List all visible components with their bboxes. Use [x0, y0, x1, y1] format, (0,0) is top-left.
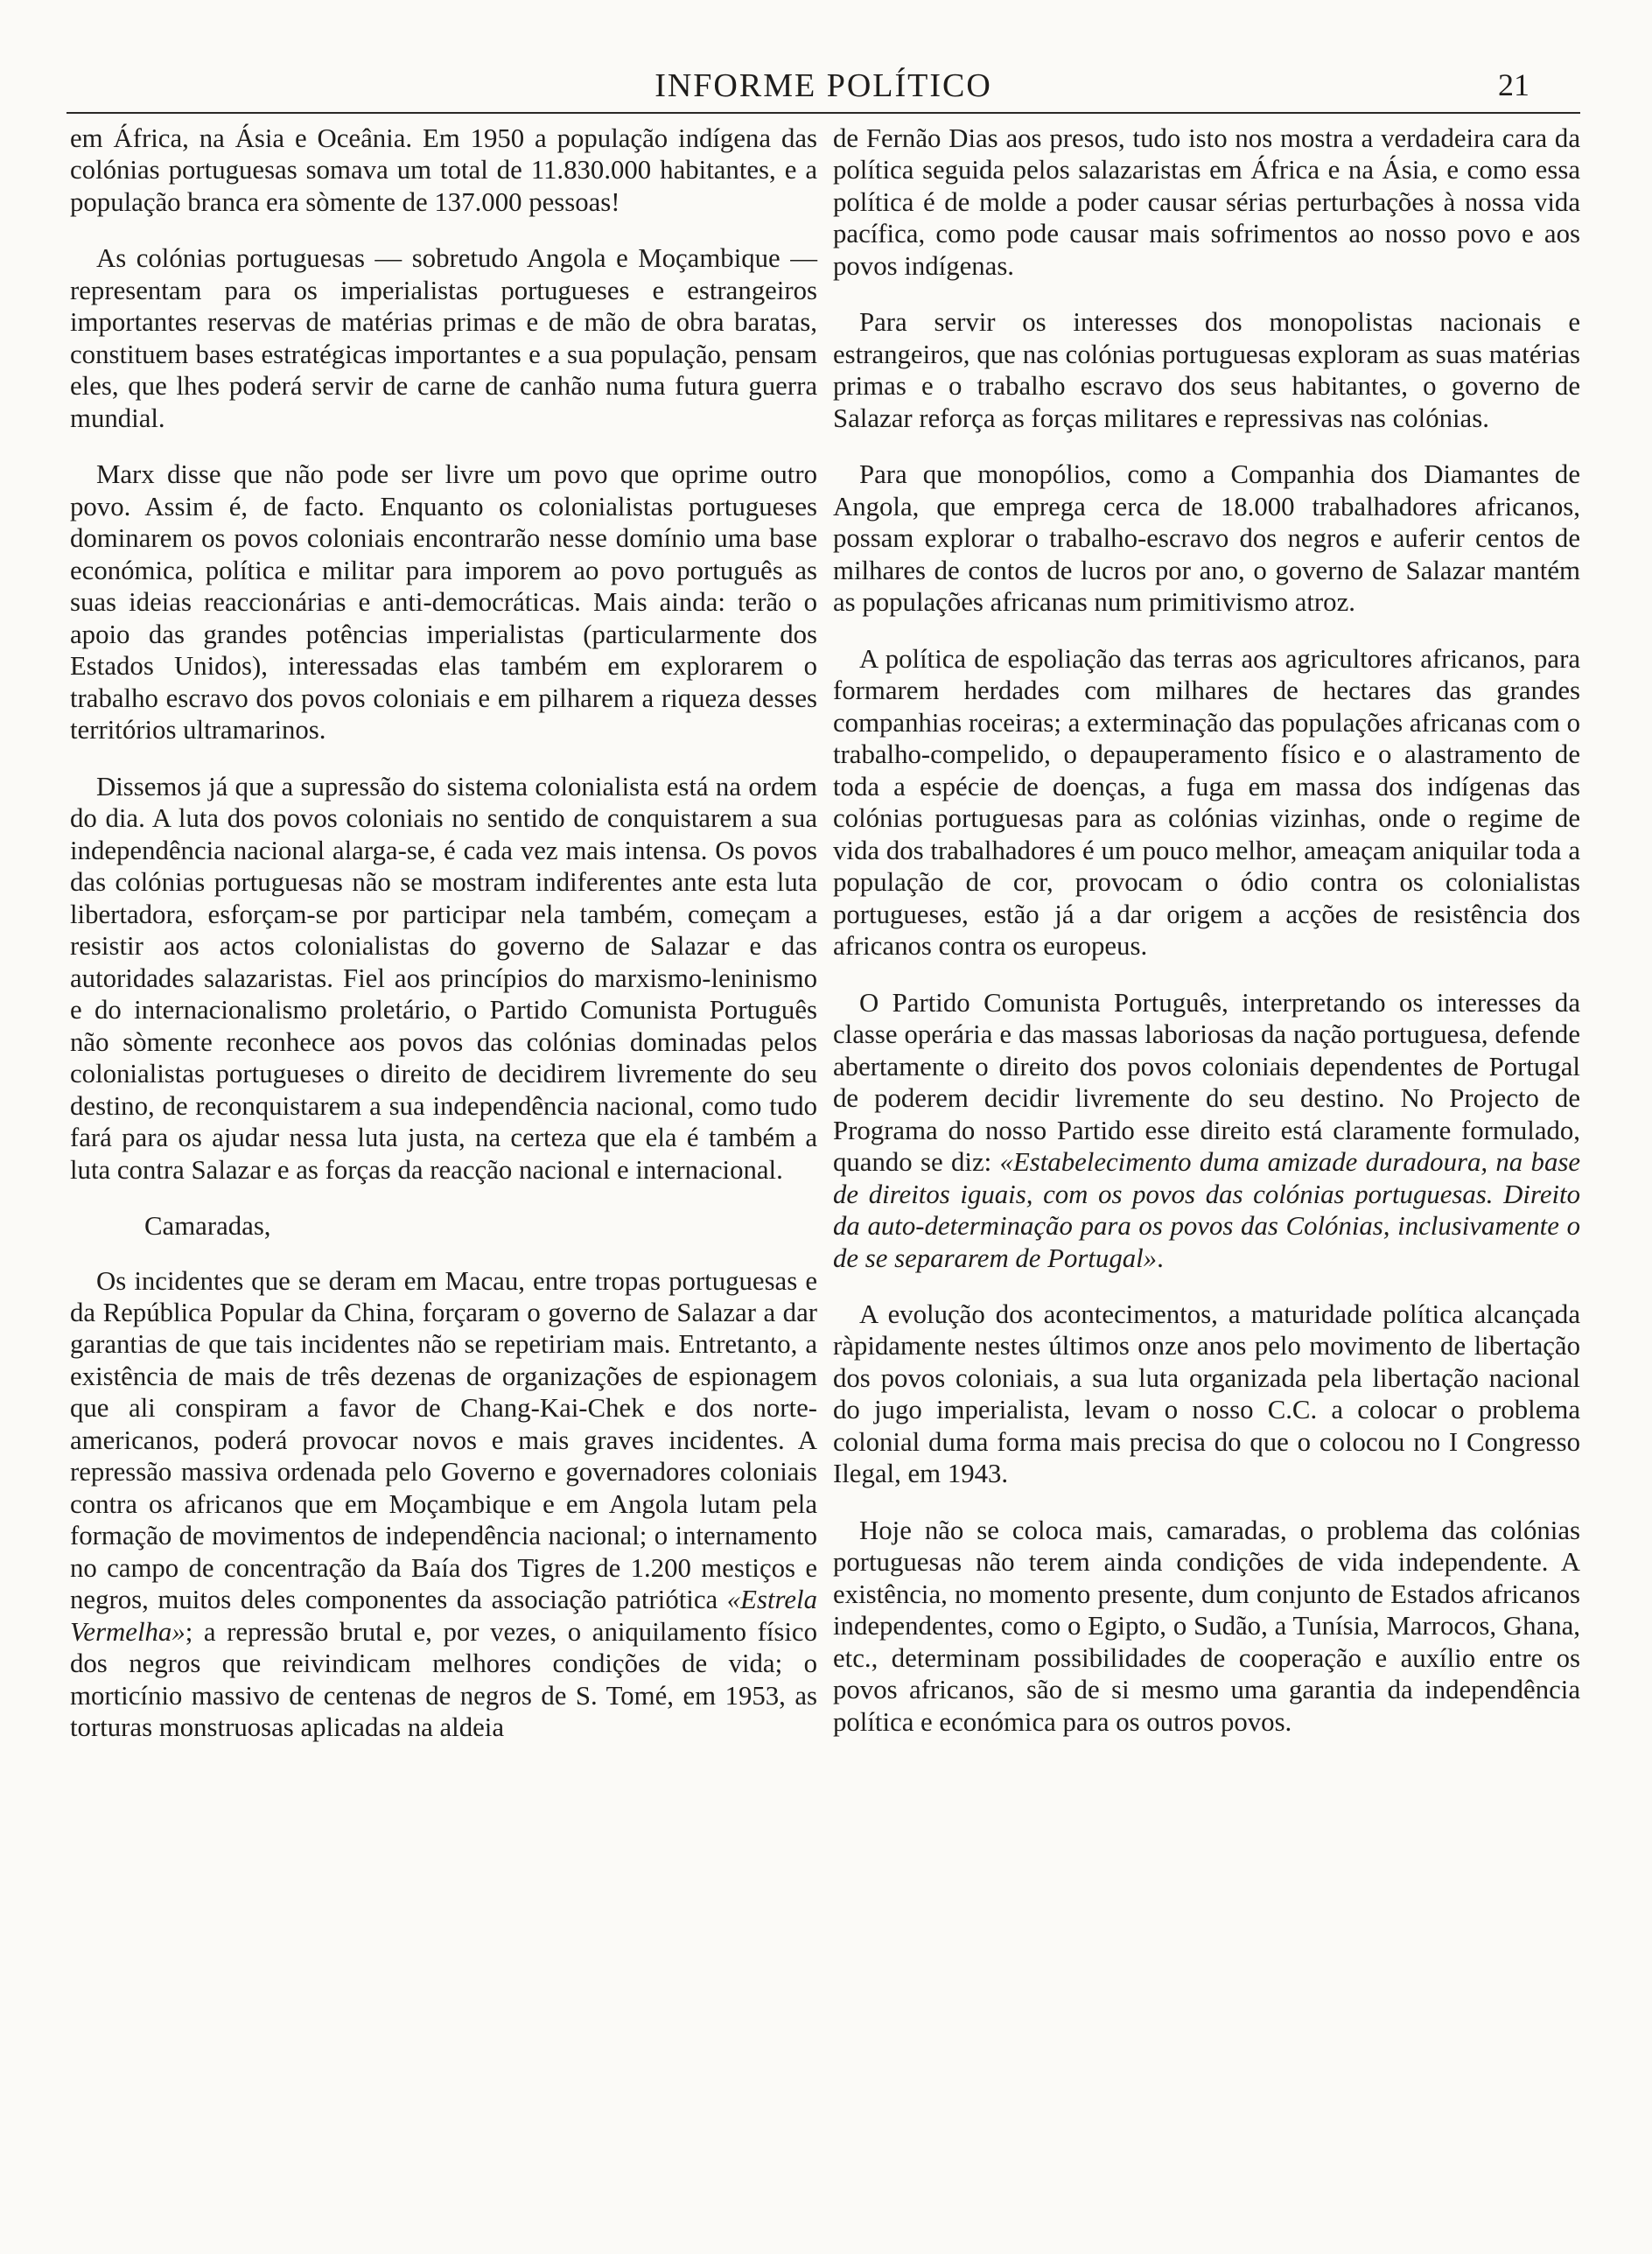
paragraph-text: ; a repressão brutal e, por vezes, o aniquilamento físico dos negros que reivindicam melhores condições de vida; o morticínio massivo de centenas de negros de S. Tomé, em 1953, as torturas monstruosas aplicadas na aldeia: [70, 1616, 817, 1743]
header-rule: [66, 112, 1580, 114]
paragraph: Hoje não se coloca mais, camaradas, o problema das colónias portuguesas não terem ainda condições de vida independente. A existência, no momento presente, dum conjunto de Estados africanos independentes, como o Egipto, o Sudão, a Tunísia, Marrocos, Ghana, etc., determinam possibilidades de cooperação e auxílio entre os povos africanos, são de si mesmo uma garantia da independência política e económica para os outros povos.: [833, 1515, 1580, 1737]
paragraph: [70, 1265, 817, 1744]
paragraph: A evolução dos acontecimentos, a maturidade política alcançada ràpidamente nestes últimos onze anos pelo movimento de libertação dos povos coloniais, a sua luta organizada pela libertação nacional do jugo imperialista, levam o nosso C.C. a colocar o problema colonial duma forma mais precisa do que o colocou no I Congresso Ilegal, em 1943.: [833, 1298, 1580, 1489]
running-title: INFORME POLÍTICO: [654, 67, 992, 104]
paragraph-text: Os incidentes que se deram em Macau, entre tropas portuguesas e da República Popular da China, forçaram o governo de Salazar a dar garantias de que tais incidentes não se repetiriam mais. Entretanto, a existência de mais de três dezenas de organizações de espionagem que ali conspiram a favor de Chang-Kai-Chek e dos norte-americanos, poderá provocar novos e mais graves incidentes. A repressão massiva ordenada pelo Governo e governadores coloniais contra os africanos que em Moçambique e em Angola lutam pela formação de movimentos de independência nacional; o internamento no campo de concentração da Baía dos Tigres de 1.200 mestiços e negros, muitos deles componentes da associação patriótica: [70, 1265, 817, 1615]
paragraph: As colónias portuguesas — sobretudo Angola e Moçambique — representam para os imperialistas portugueses e estrangeiros importantes reservas de matérias primas e de mão de obra baratas, constituem bases estratégicas importantes e a sua população, pensam eles, que lhes poderá servir de carne de canhão numa futura guerra mundial.: [70, 243, 817, 433]
program-quote: «Estabelecimento duma amizade duradoura, na base de direitos iguais, com os povos das colónias portuguesas. Direito da auto-determinação para os povos das Colónias, inclusivamente o de se separarem de Portugal»: [833, 1147, 1581, 1273]
salutation: Camaradas,: [144, 1211, 271, 1242]
paragraph: de Fernão Dias aos presos, tudo isto nos mostra a verdadeira cara da política seguida pelos salazaristas em África e na Ásia, e como essa política é de molde a poder causar sérias perturbações à nossa vida pacífica, como pode causar mais sofrimentos ao nosso povo e aos povos indígenas.: [833, 123, 1580, 281]
right-column: [833, 122, 1580, 1762]
paragraph: [833, 987, 1580, 1274]
paragraph: A política de espoliação das terras aos agricultores africanos, para formarem herdades com milhares de hectares das grandes companhias roceiras; a exterminação das populações africanas com o trabalho-compelido, o depauperamento físico e o alastramento de toda a espécie de doenças, a fuga em massa dos indígenas das colónias portuguesas para as colónias vizinhas, onde o regime de vida dos trabalhadores é um pouco melhor, ameaçam aniquilar toda a população de cor, provocam o ódio contra os colonialistas portugueses, estão já a dar origem a acções de resistência dos africanos contra os europeus.: [833, 643, 1580, 962]
paragraph: Para que monopólios, como a Companhia dos Diamantes de Angola, que emprega cerca de 18.000 trabalhadores africanos, possam explorar o trabalho-escravo dos negros e auferir centos de milhares de contos de lucros por ano, o governo de Salazar mantém as populações africanas num primitivismo atroz.: [833, 459, 1580, 618]
paragraph: Dissemos já que a supressão do sistema colonialista está na ordem do dia. A luta dos povos coloniais no sentido de conquistarem a sua independência nacional alarga-se, é cada vez mais intensa. Os povos das colónias portuguesas não se mostram indiferentes ante esta luta libertadora, esforçam-se por participar nela também, começam a resistir aos actos colonialistas do governo de Salazar e das autoridades salazaristas. Fiel aos princípios do marxismo-leninismo e do internacionalismo proletário, o Partido Comunista Português não sòmente reconhece aos povos das colónias dominadas pelos colonialistas portugueses o direito de decidirem livremente do seu destino, de reconquistarem a sua independência nacional, como tudo fará para os ajudar nessa luta justa, na certeza que ela é também a luta contra Salazar e as forças da reacção nacional e internacional.: [70, 771, 817, 1185]
page-number: 21: [1498, 67, 1530, 102]
quoted-name: «Estrela Vermelha»: [70, 1585, 817, 1647]
paragraph: Para servir os interesses dos monopolistas nacionais e estrangeiros, que nas colónias portuguesas exploram as suas matérias primas e o trabalho escravo dos seus habitantes, o governo de Salazar reforça as forças militares e repressivas nas colónias.: [833, 307, 1580, 433]
paragraph: em África, na Ásia e Oceânia. Em 1950 a população indígena das colónias portuguesas somava um total de 11.830.000 habitantes, e a população branca era sòmente de 137.000 pessoas!: [70, 123, 817, 217]
page-header: [66, 63, 1580, 114]
paragraph-text: .: [1157, 1242, 1164, 1273]
left-column: [70, 122, 817, 1768]
paragraph-text: O Partido Comunista Português, interpretando os interesses da classe operária e das massas laboriosas da nação portuguesa, defende abertamente o direito dos povos coloniais dependentes de Portugal de poderem decidir livremente do seu destino. No Projecto de Programa do nosso Partido esse direito está claramente formulado, quando se diz:: [833, 987, 1580, 1178]
paragraph: Marx disse que não pode ser livre um povo que oprime outro povo. Assim é, de facto. Enquanto os colonialistas portugueses dominarem os povos coloniais encontrarão nesse domínio uma base económica, política e militar para imporem ao povo português as suas ideias reaccionárias e anti-democráticas. Mais ainda: terão o apoio das grandes potências imperialistas (particularmente dos Estados Unidos), interessadas elas também em explorarem o trabalho escravo dos povos coloniais e em pilharem a riqueza desses territórios ultramarinos.: [70, 459, 817, 746]
